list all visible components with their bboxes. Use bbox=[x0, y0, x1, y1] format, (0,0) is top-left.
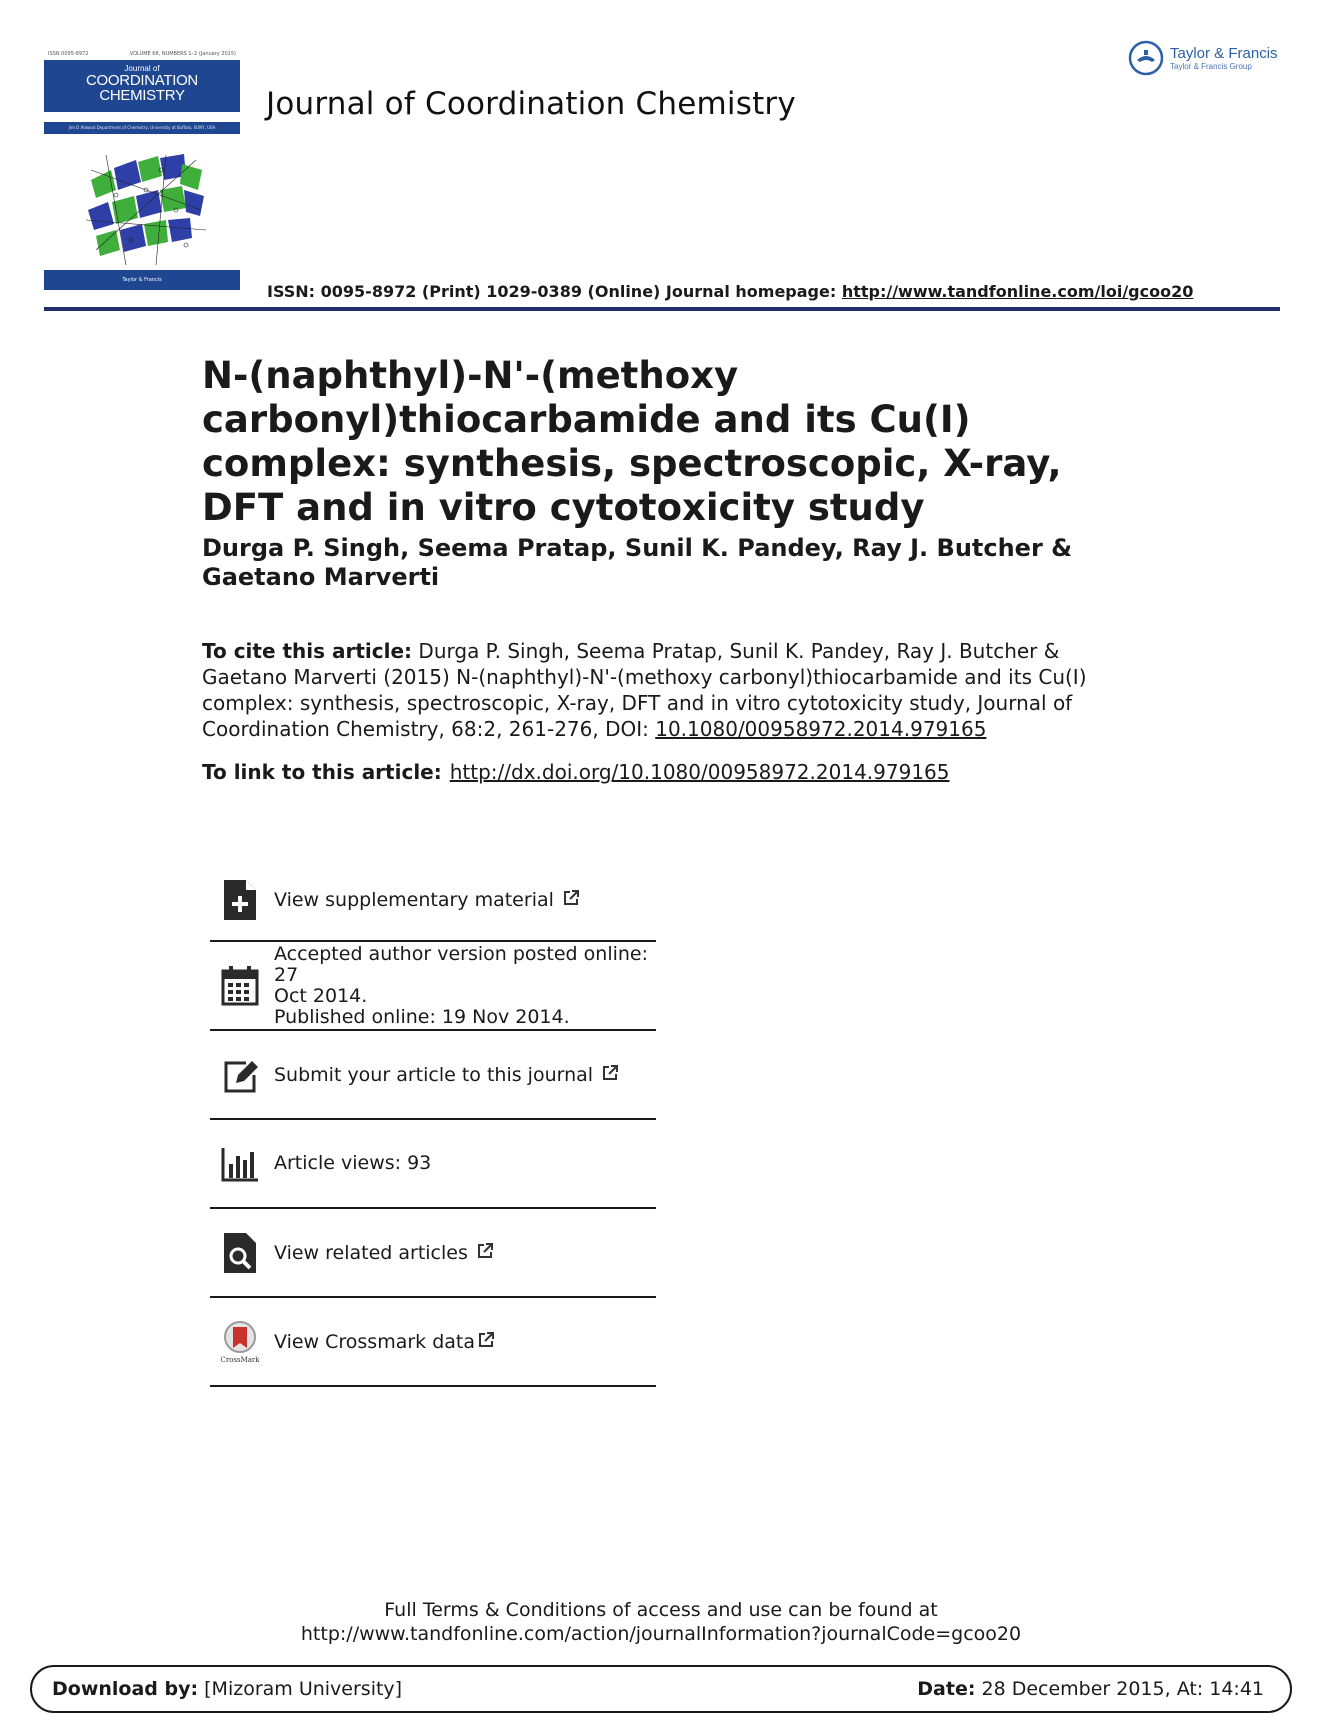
terms-link[interactable]: http://www.tandfonline.com/action/journalInformation?journalCode=gcoo20 bbox=[300, 1623, 1022, 1645]
crossmark-label: View Crossmark data bbox=[274, 1330, 476, 1353]
crystal-structure-image bbox=[86, 150, 206, 270]
add-file-icon bbox=[220, 878, 260, 922]
external-link-icon bbox=[562, 889, 580, 907]
header-divider bbox=[44, 307, 1280, 311]
publisher-name: Taylor & Francis bbox=[1170, 45, 1278, 62]
terms-line1: Full Terms & Conditions of access and use can be found at bbox=[384, 1599, 938, 1621]
related-label: View related articles bbox=[274, 1241, 468, 1264]
download-date bbox=[917, 1678, 1264, 1700]
download-by bbox=[52, 1678, 402, 1700]
journal-title: Journal of Coordination Chemistry bbox=[266, 86, 796, 122]
accepted-date-line1: Accepted author version posted online: 27 bbox=[274, 942, 649, 986]
download-label: Download by: bbox=[52, 1678, 199, 1700]
accepted-date-line2: Oct 2014. bbox=[274, 984, 368, 1007]
submit-label: Submit your article to this journal bbox=[274, 1063, 594, 1086]
citation-block bbox=[202, 638, 1102, 742]
svg-text:CrossMark: CrossMark bbox=[220, 1355, 260, 1364]
submit-article-row[interactable] bbox=[210, 1031, 656, 1120]
cover-editor: Jim D Atwood Department of Chemistry, University at Buffalo, SUNY, USA bbox=[44, 122, 240, 134]
calendar-icon bbox=[220, 964, 260, 1008]
edit-icon bbox=[220, 1053, 260, 1097]
crossmark-row[interactable] bbox=[210, 1298, 656, 1387]
search-document-icon bbox=[220, 1231, 260, 1275]
cover-issn: ISSN 0095-8972 bbox=[48, 51, 89, 57]
article-info-list bbox=[210, 860, 656, 1387]
cover-publisher-band: Taylor & Francis bbox=[44, 270, 240, 290]
bar-chart-icon bbox=[220, 1142, 260, 1186]
journal-homepage-link[interactable]: http://www.tandfonline.com/loi/gcoo20 bbox=[841, 282, 1194, 301]
date-label: Date: bbox=[917, 1678, 976, 1700]
cite-label: To cite this article: bbox=[202, 639, 413, 663]
article-title: N-(naphthyl)-N'-(methoxy carbonyl)thiocarbamide and its Cu(I) complex: synthesis, spectroscopic, X-ray, DFT and in vitro cytotoxicity study bbox=[202, 354, 1062, 529]
link-label: To link to this article: bbox=[202, 760, 442, 784]
cover-journal-of: Journal of bbox=[124, 64, 160, 73]
cover-title-band bbox=[44, 60, 240, 112]
download-value: [Mizoram University] bbox=[198, 1678, 403, 1700]
supplementary-label: View supplementary material bbox=[274, 889, 554, 911]
publication-dates-row bbox=[210, 942, 656, 1031]
taylor-francis-lamp-icon bbox=[1128, 40, 1164, 76]
journal-cover-thumbnail bbox=[44, 50, 240, 292]
terms-notice bbox=[0, 1598, 1322, 1646]
cite-doi-link[interactable]: 10.1080/00958972.2014.979165 bbox=[655, 717, 987, 741]
views-label: Article views: 93 bbox=[274, 1152, 432, 1174]
published-date: Published online: 19 Nov 2014. bbox=[274, 1005, 570, 1028]
issn-text: ISSN: 0095-8972 (Print) 1029-0389 (Online) Journal homepage: bbox=[267, 282, 842, 301]
cover-name-line1: COORDINATION bbox=[86, 72, 198, 89]
cover-name-line2: CHEMISTRY bbox=[99, 87, 185, 104]
supplementary-material-row[interactable] bbox=[210, 860, 656, 942]
article-doi-link[interactable]: http://dx.doi.org/10.1080/00958972.2014.979165 bbox=[449, 760, 950, 784]
crossmark-icon bbox=[220, 1320, 260, 1364]
date-value: 28 December 2015, At: 14:41 bbox=[975, 1678, 1264, 1700]
article-authors: Durga P. Singh, Seema Pratap, Sunil K. Pandey, Ray J. Butcher & Gaetano Marverti bbox=[202, 534, 1073, 591]
external-link-icon bbox=[476, 1242, 494, 1260]
article-views-row bbox=[210, 1120, 656, 1209]
download-info-bar bbox=[30, 1665, 1292, 1713]
related-articles-row[interactable] bbox=[210, 1209, 656, 1298]
cover-volume: VOLUME 68, NUMBERS 1–2 (January 2015) bbox=[129, 51, 236, 57]
external-link-icon bbox=[601, 1064, 619, 1082]
cite-text: Durga P. Singh, Seema Pratap, Sunil K. Pandey, Ray J. Butcher & Gaetano Marverti (2015) N-(naphthyl)-N'-(methoxy carbonyl)thiocarbamide and its Cu(I) complex: synthesis, spectroscopic, X-ray, DFT and in vitro cytotoxicity study, Journal of Coordination Chemistry, 68:2, 261-276, DOI: bbox=[202, 639, 1087, 741]
issn-line bbox=[267, 282, 1193, 301]
article-link-line bbox=[202, 760, 950, 784]
publisher-logo[interactable] bbox=[1128, 38, 1288, 78]
external-link-icon bbox=[477, 1331, 495, 1349]
publisher-group: Taylor & Francis Group bbox=[1170, 62, 1252, 71]
